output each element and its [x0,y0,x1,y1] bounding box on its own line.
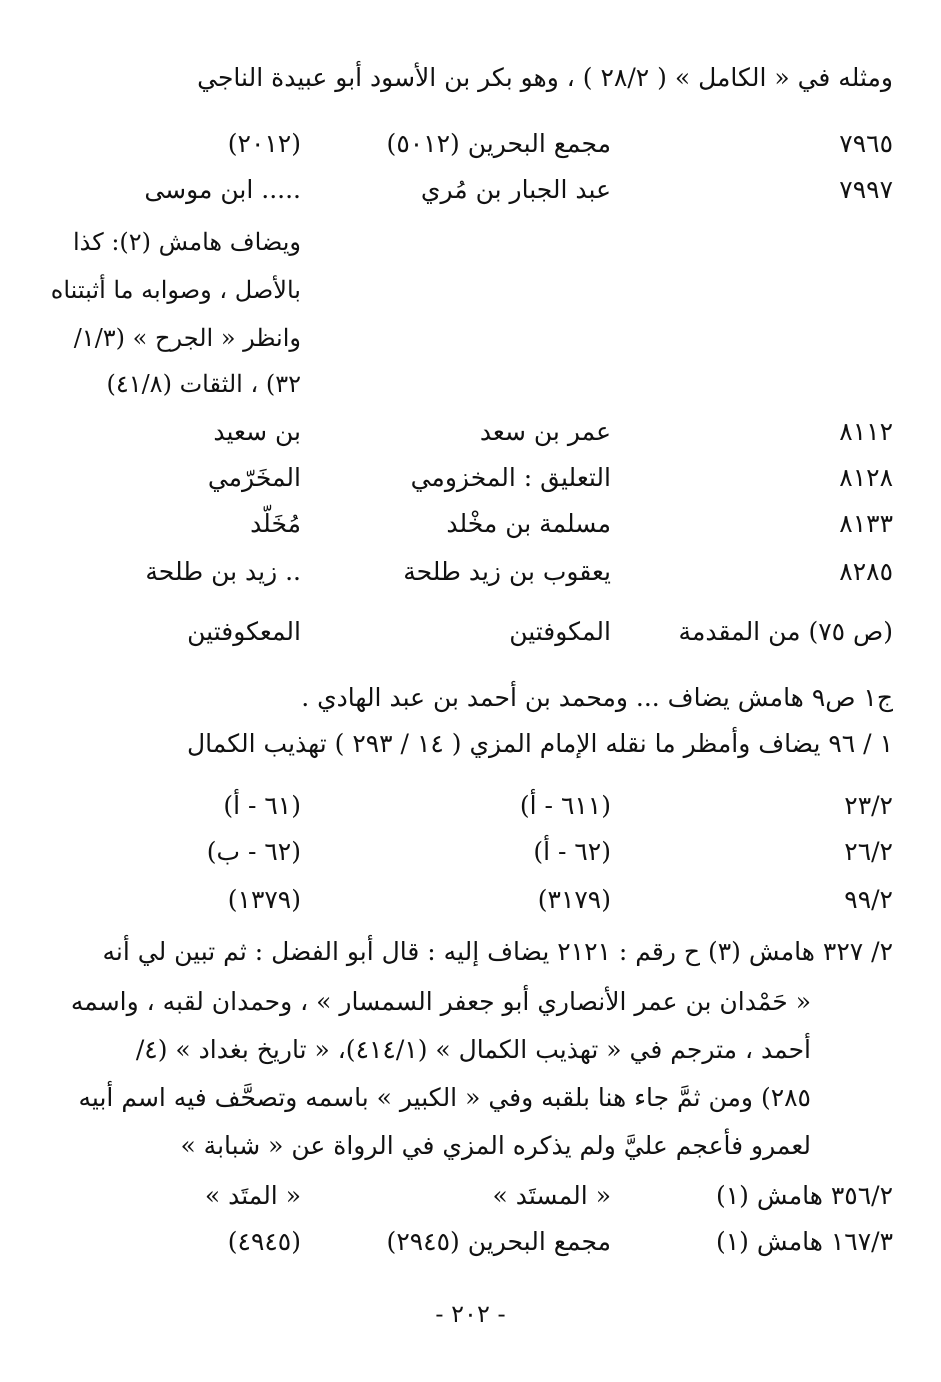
entry-original: التعليق : المخزومي [410,463,611,492]
entry-number: ٨٢٨٥ [839,557,893,586]
text-line: ج١ ص٩ هامش يضاف ... ومحمد بن أحمد بن عبد الهادي . [301,683,893,712]
entry-original: (٦٢ - أ) [533,837,611,866]
entry-number: (ص ٧٥) من المقدمة [678,617,893,646]
paragraph-line: لعمرو فأعجم عليَّ ولم يذكره المزي في الرواة عن « شبابة » [180,1131,811,1160]
paragraph-line: أحمد ، مترجم في « تهذيب الكمال » (٤١٤/١)، « تاريخ بغداد » (٤/ [135,1035,811,1064]
entry-number: ٨١٣٣ [839,509,893,538]
entry-correction: (١٣٧٩) [227,885,301,914]
entry-correction: (٢٠١٢) [227,129,301,158]
entry-original: عمر بن سعد [479,417,611,446]
entry-original: (٣١٧٩) [537,885,611,914]
entry-number: ٢٦/٢ [844,837,893,866]
entry-correction: .. زيد بن طلحة [145,557,301,586]
footnote-line: ٣٢) ، الثقات (٤١/٨) [106,370,301,398]
entry-correction: « المتَد » [204,1181,301,1210]
entry-correction: (٤٩٤٥) [227,1227,301,1256]
entry-number: ٢٣/٢ [844,791,893,820]
entry-correction: المعكوفتين [187,617,301,646]
footnote-line: ويضاف هامش (٢): كذا [73,228,301,256]
entry-correction: بن سعيد [213,417,301,446]
paragraph-line: ٢٨٥) ومن ثمَّ جاء هنا بلقبه وفي « الكبير » باسمه وتصحَّف فيه اسم أبيه [78,1083,811,1112]
entry-original: مجمع البحرين (٥٠١٢) [386,129,611,158]
entry-correction: ..... ابن موسى [144,175,301,204]
entry-original: يعقوب بن زيد طلحة [403,557,611,586]
text-line: ١ / ٩٦ يضاف وأمظر ما نقله الإمام المزي ( ١٤ / ٢٩٣ ) تهذيب الكمال [187,729,893,758]
entry-number: ٨١١٢ [839,417,893,446]
paragraph-line: ٢/ ٣٢٧ هامش (٣) ح رقم : ٢١٢١ يضاف إليه : قال أبو الفضل : ثم تبين لي أنه [102,937,893,966]
page-number: - ٢٠٢ - [435,1300,506,1328]
entry-original: (٦١١ - أ) [519,791,611,820]
entry-original: مسلمة بن مخْلد [446,509,611,538]
entry-number: ٨١٢٨ [839,463,893,492]
entry-number: ٩٩/٢ [844,885,893,914]
entry-correction: مُخَلّد [250,509,301,538]
paragraph-line: « حَمْدان بن عمر الأنصاري أبو جعفر السمسار » ، وحمدان لقبه ، واسمه [70,987,811,1016]
entry-number: ٧٩٦٥ [839,129,893,158]
footnote-line: وانظر « الجرح » (١/٣/ [73,324,301,352]
entry-original: مجمع البحرين (٢٩٤٥) [386,1227,611,1256]
entry-number: ٧٩٩٧ [839,175,893,204]
entry-number: ٣٥٦/٢ هامش (١) [715,1181,893,1210]
entry-original: عبد الجبار بن مُري [420,175,611,204]
entry-number: ١٦٧/٣ هامش (١) [715,1227,893,1256]
intro-line: ومثله في « الكامل » ( ٢٨/٢ ) ، وهو بكر بن الأسود أبو عبيدة الناجي [197,63,893,92]
entry-correction: المخَرّمي [207,463,301,492]
entry-correction: (٦١ - أ) [223,791,301,820]
footnote-line: بالأصل ، وصوابه ما أثبتناه [50,276,301,304]
entry-original: « المستَد » [492,1181,611,1210]
entry-original: المكوفتين [509,617,611,646]
entry-correction: (٦٢ - ب) [206,837,301,866]
